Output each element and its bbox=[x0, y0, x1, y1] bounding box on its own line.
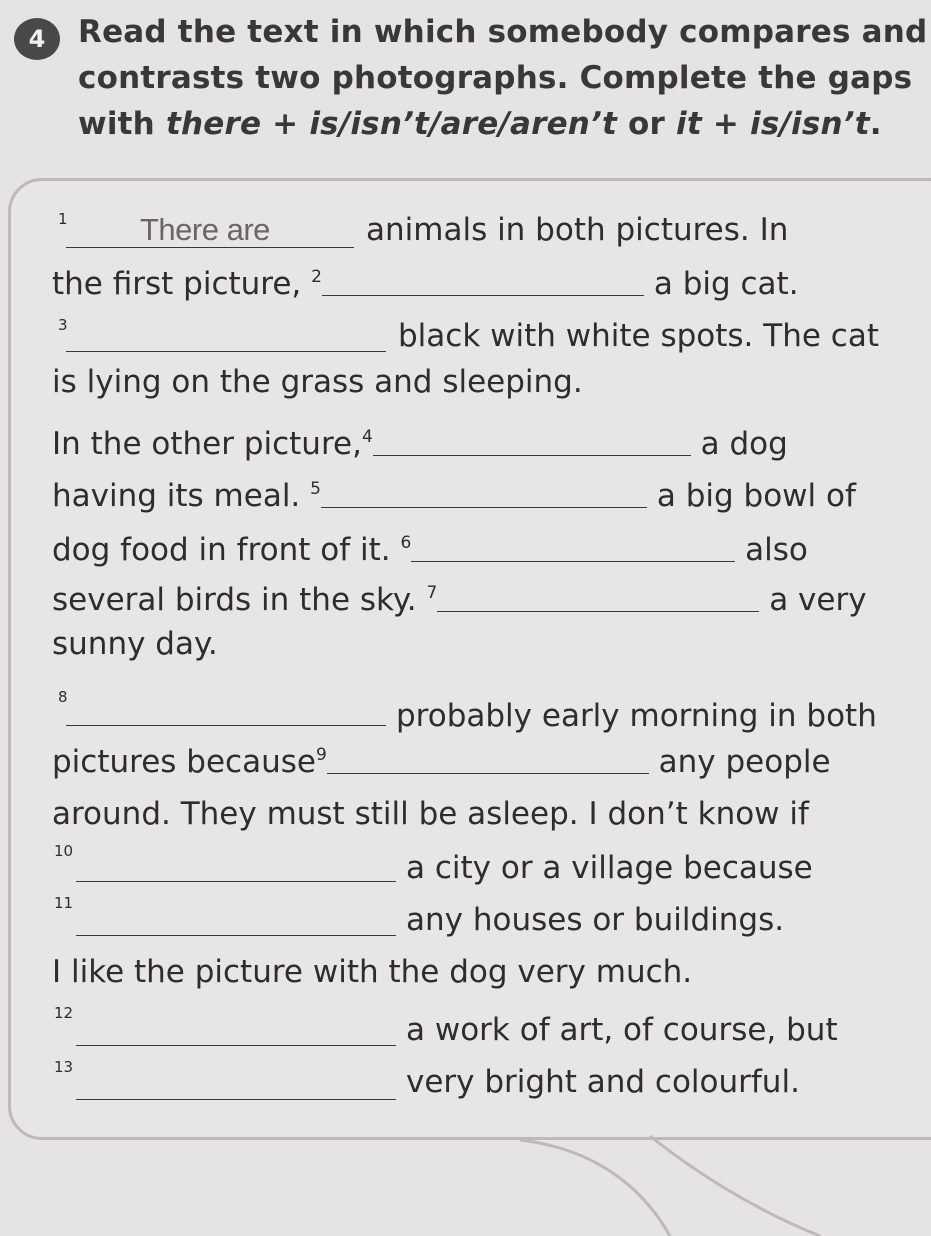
text-line-14: any houses or buildings. bbox=[406, 902, 785, 938]
gap-2[interactable] bbox=[322, 266, 644, 296]
gap-10[interactable] bbox=[76, 852, 396, 882]
gap-8[interactable] bbox=[66, 696, 386, 726]
gap-number-12: 12 bbox=[54, 1004, 74, 1022]
instruction-italic-there: there + is/isn’t/are/aren’t bbox=[165, 106, 618, 142]
text-line-6: having its meal. $^5$ a big bowl of bbox=[52, 478, 856, 514]
instruction-mid: or bbox=[617, 106, 677, 142]
speech-bubble-tail bbox=[520, 1128, 931, 1236]
text-line-3: black with white spots. The cat bbox=[398, 318, 879, 354]
gap-number-11: 11 bbox=[54, 894, 74, 912]
text-line-11: pictures because$^9$ any people bbox=[52, 744, 831, 780]
gap-number-5: 5 bbox=[310, 479, 321, 499]
instruction-line-1: Read the text in which somebody compares and bbox=[78, 14, 928, 50]
gap-number-2: 2 bbox=[311, 267, 322, 287]
instruction-prefix: with bbox=[78, 106, 166, 142]
gap-number-9: 9 bbox=[315, 745, 327, 765]
instruction-line-2: contrasts two photographs. Complete the gaps bbox=[78, 60, 913, 96]
text-line-1: animals in both pictures. In bbox=[366, 212, 789, 248]
gap-number-3: 3 bbox=[58, 316, 68, 334]
instruction-line-3 bbox=[78, 106, 882, 142]
gap-number-7: 7 bbox=[426, 583, 438, 603]
text-line-16: a work of art, of course, but bbox=[406, 1012, 838, 1048]
text-line-2: the first picture, $^2$ a big cat. bbox=[52, 266, 799, 302]
gap-11[interactable] bbox=[76, 906, 396, 936]
gap-9[interactable] bbox=[327, 744, 649, 774]
instruction-italic-it: it + is/isn’t bbox=[676, 106, 870, 142]
gap-number-8: 8 bbox=[58, 688, 68, 706]
text-line-13: a city or a village because bbox=[406, 850, 813, 886]
text-line-17: very bright and colourful. bbox=[406, 1064, 800, 1100]
text-line-9: sunny day. bbox=[52, 626, 218, 662]
gap-3[interactable] bbox=[66, 322, 386, 352]
answer-1: There are bbox=[140, 212, 270, 247]
gap-number-4: 4 bbox=[361, 427, 373, 447]
gap-number-10: 10 bbox=[54, 842, 74, 860]
instruction-suffix: . bbox=[869, 106, 882, 142]
text-line-15: I like the picture with the dog very much. bbox=[52, 954, 693, 990]
text-line-10: probably early morning in both bbox=[396, 698, 877, 734]
text-line-8: several birds in the sky. $^7$ a very bbox=[52, 582, 867, 618]
gap-13[interactable] bbox=[76, 1070, 396, 1100]
gap-5[interactable] bbox=[321, 478, 647, 508]
gap-number-6: 6 bbox=[400, 533, 412, 553]
text-line-7: dog food in front of it. $^6$ also bbox=[52, 532, 808, 568]
text-line-5: In the other picture,$^4$ a dog bbox=[52, 426, 788, 462]
text-line-4: is lying on the grass and sleeping. bbox=[52, 364, 583, 400]
exercise-number-badge: 4 bbox=[14, 18, 60, 60]
gap-6[interactable] bbox=[411, 532, 735, 562]
gap-number-13: 13 bbox=[54, 1058, 74, 1076]
text-line-12: around. They must still be asleep. I don’t know if bbox=[52, 796, 809, 832]
gap-4[interactable] bbox=[373, 426, 691, 456]
gap-12[interactable] bbox=[76, 1016, 396, 1046]
gap-7[interactable] bbox=[437, 582, 759, 612]
gap-number-1: 1 bbox=[58, 210, 68, 228]
